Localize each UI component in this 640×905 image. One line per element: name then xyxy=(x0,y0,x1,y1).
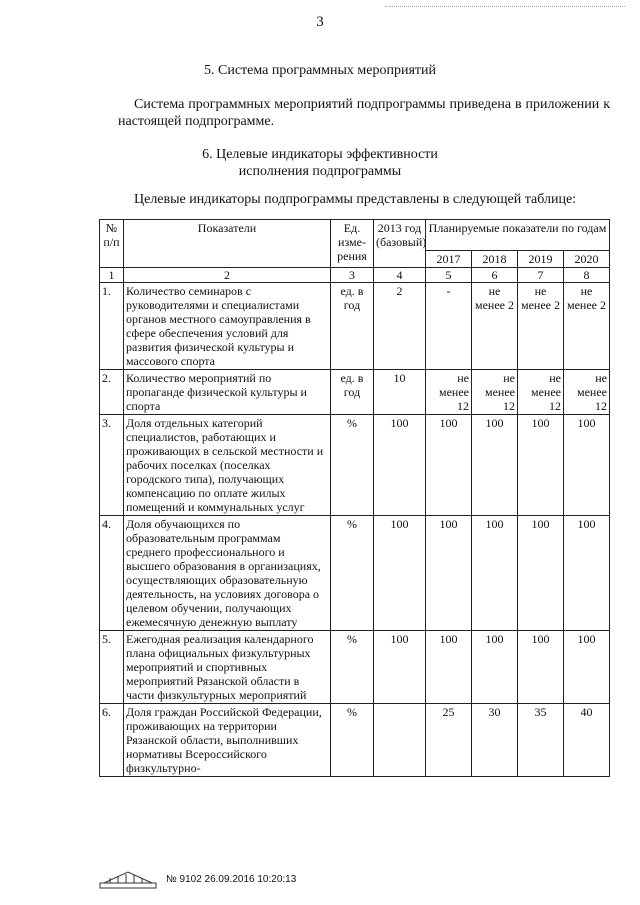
table-row xyxy=(100,283,610,370)
row-value-2017: - xyxy=(426,283,472,370)
header-year: 2018 xyxy=(472,251,518,268)
row-base: 100 xyxy=(374,631,426,704)
column-number: 1 xyxy=(100,268,124,283)
header-num: № п/п xyxy=(100,220,124,268)
row-number: 4. xyxy=(100,516,124,631)
row-value-2020: 100 xyxy=(564,415,610,516)
row-value-2018: не менее 12 xyxy=(472,370,518,415)
row-unit: % xyxy=(331,415,374,516)
row-value-2020: 100 xyxy=(564,631,610,704)
column-number: 2 xyxy=(124,268,331,283)
header-indicator: Показатели xyxy=(124,220,331,268)
registration-stamp xyxy=(98,868,296,890)
scan-artifact xyxy=(385,6,625,9)
section6-title-line2: исполнения подпрограммы xyxy=(238,164,402,179)
row-value-2020: не менее 12 xyxy=(564,370,610,415)
row-unit: % xyxy=(331,704,374,777)
header-planned: Планируемые показатели по годам xyxy=(426,220,610,251)
building-emblem-icon xyxy=(98,868,158,890)
column-number: 7 xyxy=(518,268,564,283)
row-indicator: Доля отдельных категорий специалистов, работающих и проживающих в сельской местности и рабочих поселках (поселках городского типа), получающих компенсацию по оплате жилых помещений и коммунальных услуг xyxy=(124,415,331,516)
table-row xyxy=(100,516,610,631)
table-row xyxy=(100,415,610,516)
header-year: 2020 xyxy=(564,251,610,268)
table-row xyxy=(100,631,610,704)
row-value-2020: 100 xyxy=(564,516,610,631)
row-value-2017: 100 xyxy=(426,631,472,704)
row-value-2018: 100 xyxy=(472,415,518,516)
row-value-2020: 40 xyxy=(564,704,610,777)
row-base: 2 xyxy=(374,283,426,370)
page-number: 3 xyxy=(316,14,324,30)
column-number-row xyxy=(100,268,610,283)
column-number: 8 xyxy=(564,268,610,283)
row-value-2018: 100 xyxy=(472,516,518,631)
header-base: 2013 год (базовый) xyxy=(374,220,426,268)
table-row xyxy=(100,370,610,415)
row-unit: % xyxy=(331,516,374,631)
header-year: 2017 xyxy=(426,251,472,268)
column-number: 5 xyxy=(426,268,472,283)
row-number: 3. xyxy=(100,415,124,516)
row-base: 100 xyxy=(374,415,426,516)
section6-intro: Целевые индикаторы подпрограммы представлены в следующей таблице: xyxy=(134,192,577,207)
row-base: 100 xyxy=(374,516,426,631)
column-number: 6 xyxy=(472,268,518,283)
row-base xyxy=(374,704,426,777)
row-value-2017: 25 xyxy=(426,704,472,777)
row-value-2019: не менее 12 xyxy=(518,370,564,415)
row-value-2020: не менее 2 xyxy=(564,283,610,370)
row-indicator: Доля граждан Российской Федерации, проживающих на территории Рязанской области, выполнивших нормативы Всероссийского физкультурно- xyxy=(124,704,331,777)
row-value-2017: 100 xyxy=(426,516,472,631)
row-number: 2. xyxy=(100,370,124,415)
header-year: 2019 xyxy=(518,251,564,268)
stamp-text: № 9102 26.09.2016 10:20:13 xyxy=(166,873,297,885)
row-value-2019: не менее 2 xyxy=(518,283,564,370)
row-unit: ед. в год xyxy=(331,370,374,415)
row-indicator: Количество семинаров с руководителями и специалистами органов местного самоуправления в сфере обеспечения условий для развития физической культуры и массового спорта xyxy=(124,283,331,370)
row-value-2018: 100 xyxy=(472,631,518,704)
row-value-2018: не менее 2 xyxy=(472,283,518,370)
row-number: 5. xyxy=(100,631,124,704)
row-value-2019: 100 xyxy=(518,415,564,516)
row-value-2019: 100 xyxy=(518,516,564,631)
row-indicator: Доля обучающихся по образовательным программам среднего профессионального и высшего образования в организациях, осуществляющих образовательную деятельность, на условиях договора о целевом обучении, получающих ежемесячную денежную выплату xyxy=(124,516,331,631)
column-number: 4 xyxy=(374,268,426,283)
row-base: 10 xyxy=(374,370,426,415)
row-number: 1. xyxy=(100,283,124,370)
row-value-2018: 30 xyxy=(472,704,518,777)
row-unit: ед. в год xyxy=(331,283,374,370)
indicators-table xyxy=(99,219,610,777)
row-value-2019: 100 xyxy=(518,631,564,704)
row-unit: % xyxy=(331,631,374,704)
row-value-2017: 100 xyxy=(426,415,472,516)
row-value-2017: не менее 12 xyxy=(426,370,472,415)
row-number: 6. xyxy=(100,704,124,777)
table-row xyxy=(100,704,610,777)
section5-paragraph: Система программных мероприятий подпрограммы приведена в приложении к настоящей подпрограмме. xyxy=(118,97,610,129)
header-row xyxy=(100,220,610,251)
row-indicator: Количество мероприятий по пропаганде физической культуры и спорта xyxy=(124,370,331,415)
row-value-2019: 35 xyxy=(518,704,564,777)
section5-title: 5. Система программных мероприятий xyxy=(203,63,437,78)
section6-title-line1: 6. Целевые индикаторы эффективности xyxy=(202,147,438,162)
header-unit: Ед. изме-рения xyxy=(331,220,374,268)
row-indicator: Ежегодная реализация календарного плана официальных физкультурных мероприятий и спортивных мероприятий Рязанской области в части физкультурных мероприятий xyxy=(124,631,331,704)
column-number: 3 xyxy=(331,268,374,283)
